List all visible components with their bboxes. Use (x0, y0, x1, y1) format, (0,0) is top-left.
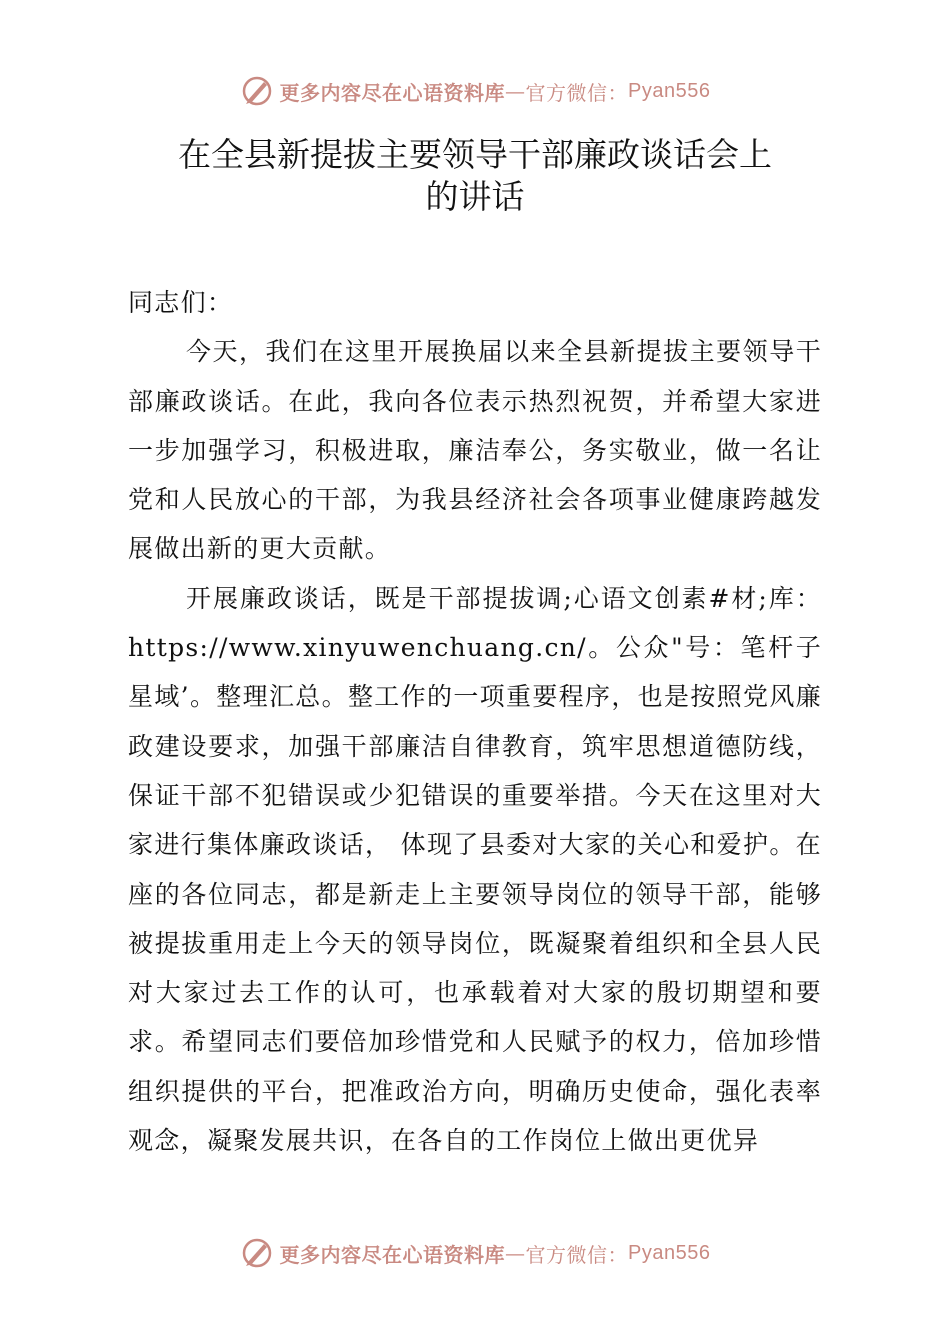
banner-brand-text: 更多内容尽在心语资料库 (279, 1242, 506, 1267)
document-title (128, 134, 822, 218)
paragraph-2: 开展廉政谈话，既是干部提拔调;心语文创素#材;库：https://www.xinyuwenchuang.cn/。公众"号：笔杆子星域’。整理汇总。整工作的一项重要程序，也是按照党风廉政建设要求，加强干部廉洁自律教育，筑牢思想道德防线，保证干部不犯错误或少犯错误的重要举措。今天在这里对大家进行集体廉政谈话， 体现了县委对大家的关心和爱护。在座的各位同志，都是新走上主要领导岗位的领导干部，能够被提拔重用走上今天的领导岗位，既凝聚着组织和全县人民对大家过去工作的认可，也承载着对大家的殷切期望和要求。希望同志们要倍加珍惜党和人民赋予的权力，倍加珍惜组织提供的平台，把准政治方向，明确历史使命，强化表率观念，凝聚发展共识，在各自的工作岗位上做出更优异 (128, 583, 822, 1156)
title-line-2: 的讲话 (425, 177, 525, 216)
banner-dash: — (505, 79, 526, 103)
banner-wechat-id: Pyan556 (628, 1241, 711, 1264)
document-body (128, 278, 822, 1165)
banner-dash: — (505, 1241, 526, 1265)
header-watermark-banner (0, 74, 950, 108)
pen-logo-icon (240, 74, 274, 108)
footer-watermark-banner (0, 1236, 950, 1270)
pen-logo-icon (240, 1236, 274, 1270)
title-line-1: 在全县新提拔主要领导干部廉政谈话会上 (178, 135, 772, 174)
salutation: 同志们： (128, 288, 234, 317)
banner-wechat-label: 官方微信： (525, 1242, 629, 1267)
banner-brand-text: 更多内容尽在心语资料库 (279, 80, 506, 105)
paragraph-1: 今天，我们在这里开展换届以来全县新提拔主要领导干部廉政谈话。在此，我向各位表示热烈祝贺，并希望大家进一步加强学习，积极进取，廉洁奉公，务实敬业，做一名让党和人民放心的干部，为我县经济社会各项事业健康跨越发展做出新的更大贡献。 (128, 337, 822, 564)
banner-wechat-id: Pyan556 (628, 79, 711, 102)
banner-wechat-label: 官方微信： (525, 80, 629, 105)
